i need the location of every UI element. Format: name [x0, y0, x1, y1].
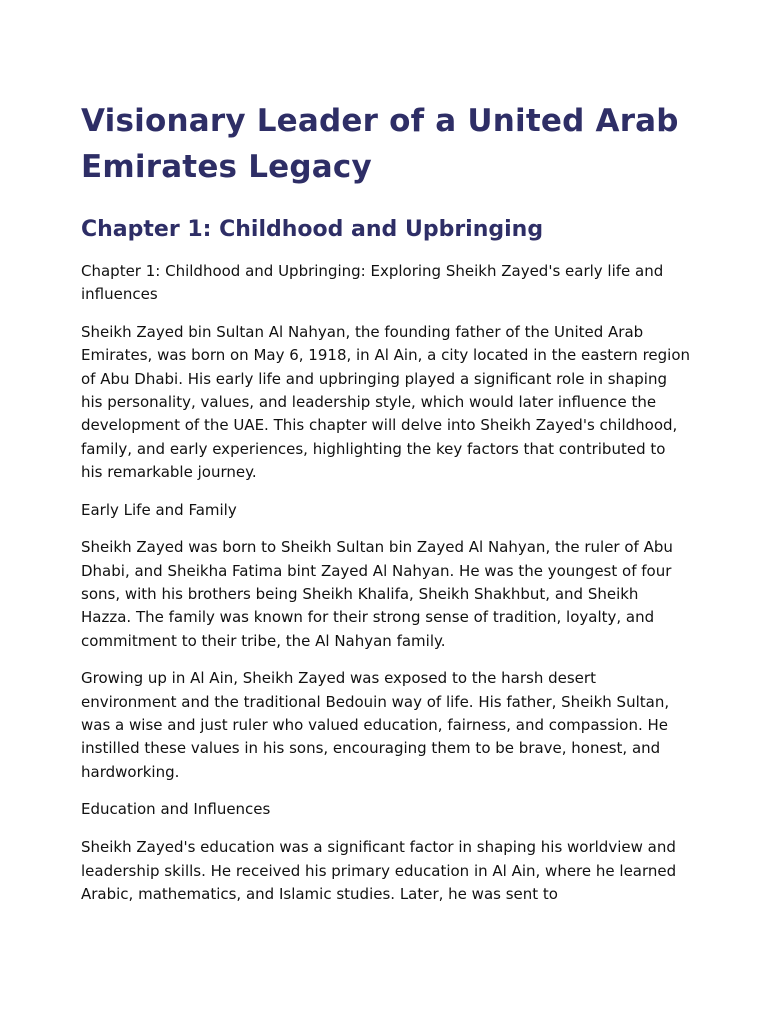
- education-paragraph: Sheikh Zayed's education was a significant factor in shaping his worldview and leadership skills. He received his primary education in Al Ain, where he learned Arabic, mathematics, and Islamic studies. Later, he was sent to: [81, 838, 677, 903]
- intro-paragraph: Sheikh Zayed bin Sultan Al Nahyan, the founding father of the United Arab Emirates, was born on May 6, 1918, in Al Ain, a city located in the eastern region of Abu Dhabi. His early life and upbringing played a significant role in shaping his personality, values, and leadership style, which would later influence the development of the UAE. This chapter will delve into Sheikh Zayed's childhood, family, and early experiences, highlighting the key factors that contributed to his remarkable journey.: [81, 323, 691, 481]
- family-paragraph: Sheikh Zayed was born to Sheikh Sultan bin Zayed Al Nahyan, the ruler of Abu Dhabi, and Sheikha Fatima bint Zayed Al Nahyan. He was the youngest of four sons, with his brothers being Sheikh Khalifa, Sheikh Shakhbut, and Sheikh Hazza. The family was known for their strong sense of tradition, loyalty, and commitment to their tribe, the Al Nahyan family.: [81, 538, 673, 650]
- chapter-heading: Chapter 1: Childhood and Upbringing: [81, 217, 544, 242]
- document-title: Visionary Leader of a United Arab Emirates Legacy: [81, 103, 679, 185]
- section-label-education: Education and Influences: [81, 800, 271, 819]
- document-page: [81, 98, 691, 906]
- chapter-subtitle-paragraph: Chapter 1: Childhood and Upbringing: Exploring Sheikh Zayed's early life and influences: [81, 262, 664, 304]
- section-label-early-life: Early Life and Family: [81, 500, 237, 519]
- upbringing-paragraph: Growing up in Al Ain, Sheikh Zayed was exposed to the harsh desert environment and the traditional Bedouin way of life. His father, Sheikh Sultan, was a wise and just ruler who valued education, fairness, and compassion. He instilled these values in his sons, encouraging them to be brave, honest, and hardworking.: [81, 669, 670, 781]
